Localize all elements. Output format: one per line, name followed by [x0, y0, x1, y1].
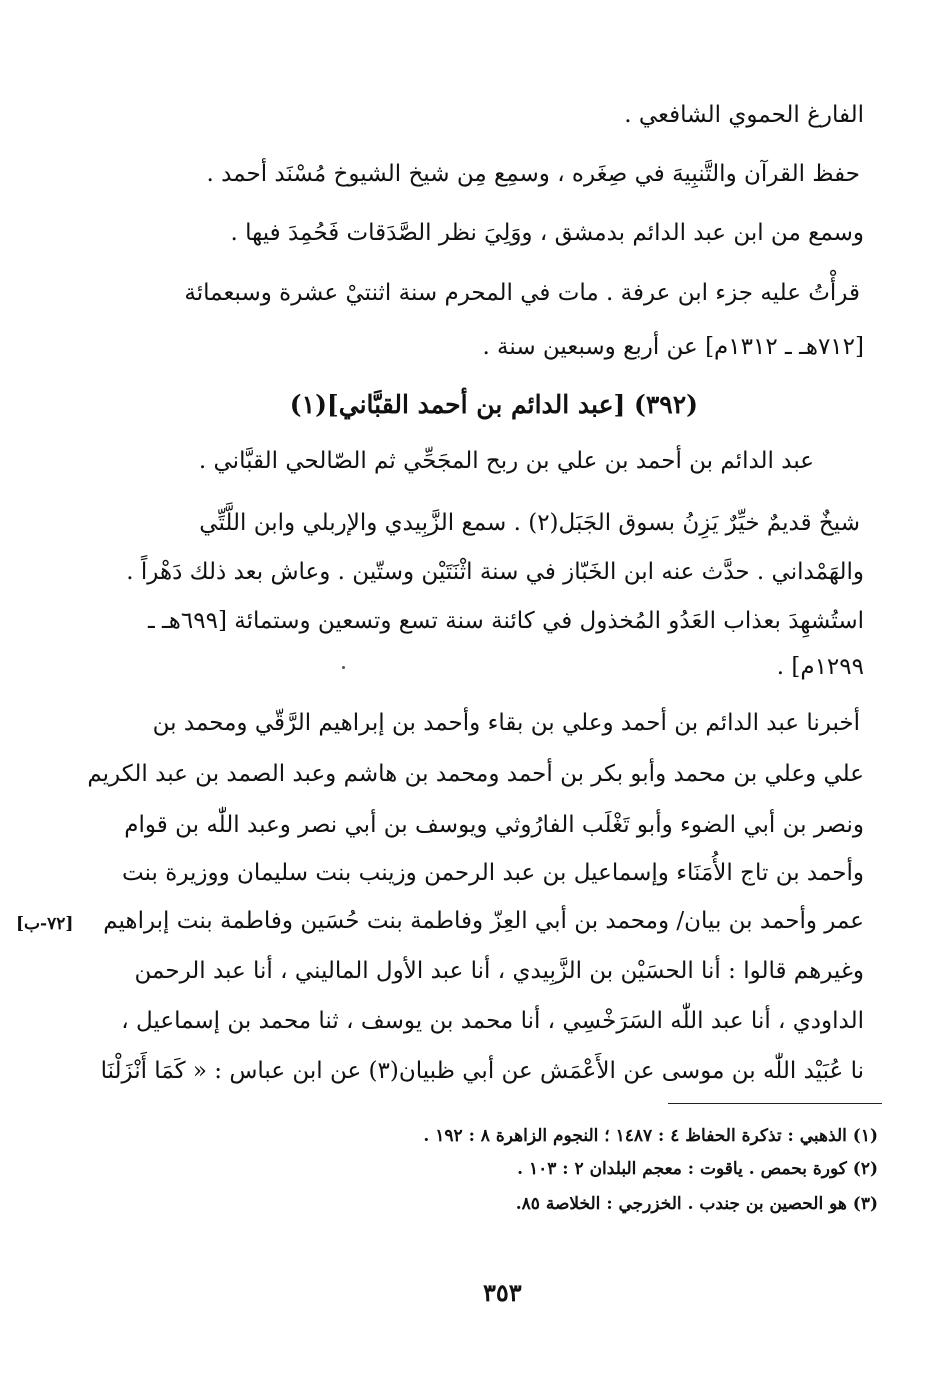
text-line: ونصر بن أبي الضوء وأبو تَغْلَب الفارُوثي ويوسف بن أبي نصر وعبد اللّٰه بن قوام [124, 812, 864, 838]
text-line: والهَمْداني . حدَّث عنه ابن الخَبّاز في سنة اثْنَتَيْن وستّين . وعاش بعد ذلك دَهْراً . [126, 559, 864, 585]
text-line: [٧١٢هـ ـ ١٣١٢م] عن أربع وسبعين سنة . [482, 334, 864, 360]
text-line: ١٢٩٩م] . [776, 654, 864, 680]
text-line: حفظ القرآن والتَّنبِيهَ في صِغَره ، وسمِع مِن شيخ الشيوخ مُسْنَد أحمد . [206, 161, 860, 187]
footnote: (٢) كورة بحمص . ياقوت : معجم البلدان ٢ : ١٠٣ . [517, 1159, 878, 1179]
text-line: شيخٌ قديمٌ خيِّرٌ يَزِنُ بسوق الجَبَل(٢) . سمع الزَّبِيدي والإربلي وابن اللَّتِّي [199, 510, 860, 536]
footnote: (٣) هو الحصين بن جندب . الخزرجي : الخلاصة ٨٥. [515, 1194, 878, 1214]
footnote: (١) الذهبي : تذكرة الحفاظ ٤ : ١٤٨٧ ؛ النجوم الزاهرة ٨ : ١٩٢ . [423, 1126, 878, 1146]
text-line: عمر وأحمد بن بيان/ ومحمد بن أبي العِزّ وفاطمة بنت حُسَين وفاطمة بنت إبراهيم [103, 908, 864, 934]
margin-folio-note: [٧٢-ب] [16, 914, 74, 934]
text-line: استُشهِدَ بعذاب العَدُو المُخذول في كائنة سنة تسع وتسعين وستمائة [٦٩٩هـ ـ [147, 608, 864, 634]
entry-heading: (٣٩٢) [عبد الدائم بن أحمد القبَّاني](١) [289, 390, 698, 419]
text-line: الفارغ الحموي الشافعي . [624, 102, 864, 128]
text-line: وأحمد بن تاج الأُمَنَاء وإسماعيل بن عبد الرحمن وزينب بنت سليمان ووزيرة بنت [122, 860, 864, 886]
text-line: علي وعلي بن محمد وأبو بكر بن أحمد ومحمد بن هاشم وعبد الصمد بن عبد الكريم [87, 761, 864, 787]
text-line: نا عُبَيْد اللّٰه بن موسى عن الأَعْمَش عن أبي ظبيان(٣) عن ابن عباس : « كَمَا أَنْزَلْنَا [100, 1058, 864, 1084]
text-line: وغيرهم قالوا : أنا الحسَيْن بن الزَّبِيدي ، أنا عبد الأول الماليني ، أنا عبد الرحمن [134, 958, 864, 984]
text-line: عبد الدائم بن أحمد بن علي بن ربح المجَحِّي ثم الصّالحي القبَّاني . [198, 448, 814, 474]
text-line: الداودي ، أنا عبد اللّٰه السَرَخْسِي ، أنا محمد بن يوسف ، ثنا محمد بن إسماعيل ، [121, 1008, 864, 1034]
footnote-separator [668, 1103, 882, 1104]
text-line: قرأْتُ عليه جزء ابن عرفة . مات في المحرم سنة اثنتيْ عشرة وسبعمائة [184, 280, 860, 306]
text-line: أخبرنا عبد الدائم بن أحمد وعلي بن بقاء وأحمد بن إبراهيم الرَّقّي ومحمد بن [152, 710, 860, 736]
speck-mark [342, 666, 345, 669]
text-line: وسمع من ابن عبد الدائم بدمشق ، ووَلِيَ نظر الصَّدَقات فَحُمِدَ فيها . [230, 220, 864, 246]
page-number: ٣٥٣ [483, 1278, 522, 1307]
